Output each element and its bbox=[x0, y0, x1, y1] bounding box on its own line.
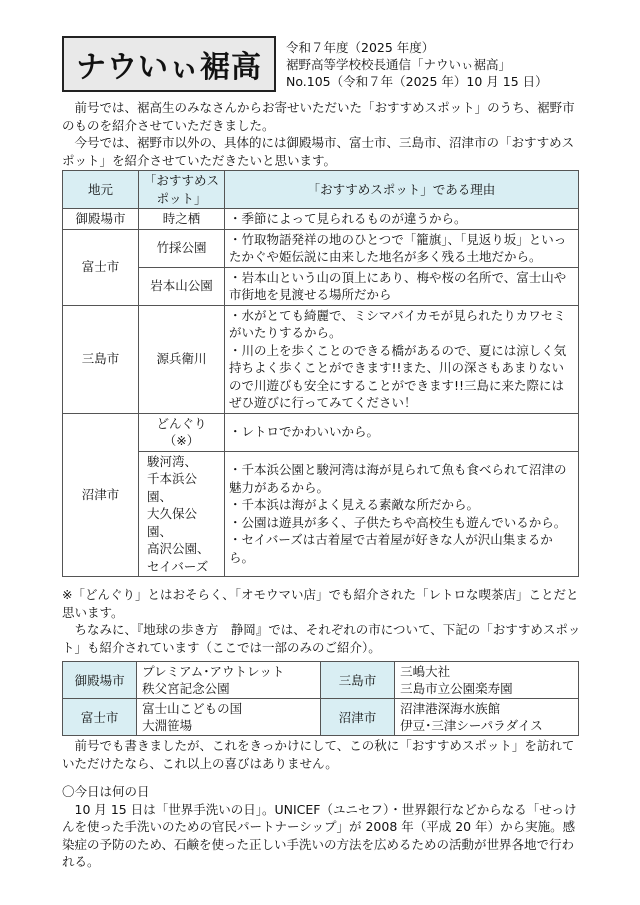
spot-name: 秩父宮記念公園 bbox=[142, 681, 230, 696]
intro-section bbox=[62, 99, 582, 169]
reason-text: ・岩本山という山の頂上にあり、梅や桜の名所で、富士山や市街地を見渡せる場所だから bbox=[229, 269, 567, 302]
table-row bbox=[63, 699, 579, 736]
spot-cell bbox=[139, 451, 225, 577]
spot-line: セイバーズ bbox=[147, 558, 209, 574]
spot-cell: 時之栖 bbox=[139, 209, 225, 230]
city-cell: 富士市 bbox=[63, 229, 139, 305]
reason-text: ・水がとても綺麗で、ミシマバイカモが見られたりカワセミがいたりするから。 bbox=[229, 307, 566, 340]
reason-text: ・公園は遊具が多く、子供たちや高校生も遊んでいるから。 bbox=[229, 514, 567, 530]
reason-text: ・レトロでかわいいから。 bbox=[229, 424, 380, 440]
newsletter-header bbox=[62, 36, 577, 94]
header-spot bbox=[139, 171, 225, 209]
reason-text: ・川の上を歩くことのできる橋があるので、夏には涼しく気持ちよく歩くことができます!!また、川の深さもあまりないので川遊びも安全にすることができます!!三島に来た際にはぜひ遊びに行ってみてください！ bbox=[229, 342, 567, 410]
spot-name: 大淵笹場 bbox=[142, 718, 193, 733]
table-row bbox=[63, 229, 579, 267]
reason-text: ・季節によって見られるものが違うから。 bbox=[229, 211, 467, 226]
spot-cell: 源兵衛川 bbox=[139, 305, 225, 413]
spot-name: 富士山こどもの国 bbox=[142, 701, 243, 716]
reason-cell bbox=[225, 305, 579, 413]
table-row bbox=[63, 209, 579, 230]
reason-text: ・竹取物語発祥の地のひとつで「籠旗」、「見返り坂」といったかぐや姫伝説に由来した地名が多く残る土地だから。 bbox=[229, 231, 567, 264]
header-reason: 「おすすめスポット」である理由 bbox=[225, 171, 579, 209]
spot-list bbox=[137, 699, 321, 736]
spot-cell: 岩本山公園 bbox=[139, 267, 225, 305]
spot-line: 高沢公園、 bbox=[147, 541, 210, 556]
city-label: 沼津市 bbox=[320, 699, 394, 736]
reason-cell bbox=[225, 451, 579, 577]
table-row bbox=[63, 305, 579, 413]
issue-number-date: No.105（令和７年（2025 年）10 月 15 日） bbox=[286, 74, 548, 89]
city-cell: 沼津市 bbox=[63, 413, 139, 577]
reason-cell bbox=[225, 267, 579, 305]
spot-line: 千本浜公園、 bbox=[147, 471, 198, 504]
recommended-spots-table bbox=[62, 170, 579, 577]
today-heading: 〇今日は何の日 bbox=[62, 784, 150, 799]
table-header-row bbox=[63, 171, 579, 209]
closing-section bbox=[62, 737, 582, 772]
header-info bbox=[286, 39, 548, 90]
fiscal-year: 令和７年度（2025 年度） bbox=[286, 40, 435, 55]
spot-line: 大久保公園、 bbox=[147, 506, 198, 539]
closing-paragraph: 前号でも書きましたが、これをきっかけにして、この秋に「おすすめスポット」を訪れていただけたなら、これ以上の喜びはありません。 bbox=[62, 738, 575, 771]
city-label: 富士市 bbox=[63, 699, 137, 736]
guidebook-spots-table bbox=[62, 661, 579, 736]
reason-cell bbox=[225, 413, 579, 451]
spot-cell: 竹採公園 bbox=[139, 229, 225, 267]
spot-cell: どんぐり（※） bbox=[139, 413, 225, 451]
newsletter-title: ナウいぃ裾高 bbox=[76, 50, 262, 85]
footnote: ※「どんぐり」とはおそらく、「オモウマい店」でも紹介された「レトロな喫茶店」ことだと思います。 bbox=[62, 587, 579, 620]
table-row bbox=[63, 267, 579, 305]
city-label: 三島市 bbox=[320, 662, 394, 699]
reason-text: ・千本浜は海がよく見える素敵な所だから。 bbox=[229, 497, 480, 513]
table-row bbox=[63, 451, 579, 577]
city-cell: 御殿場市 bbox=[63, 209, 139, 230]
today-body: 10 月 15 日は「世界手洗いの日」。UNICEF（ユニセフ）・世界銀行などからなる「せっけんを使った手洗いのための官民パートナーシップ」が 2008 年（平成 20 年）から実施。感染症の予防のため、石鹸を使った正しい手洗いの方法を広めるための活動が世界各地で行われる。 bbox=[62, 801, 577, 869]
intro-paragraph: 今号では、裾野市以外の、具体的には御殿場市、富士市、三島市、沼津市の「おすすめスポット」を紹介させていただきたいと思います。 bbox=[62, 135, 575, 168]
intro-paragraph: 前号では、裾高生のみなさんからお寄せいただいた「おすすめスポット」のうち、裾野市のものを紹介させていただきました。 bbox=[62, 100, 575, 133]
spot-name: 伊豆･三津シーパラダイス bbox=[400, 718, 543, 733]
table-row bbox=[63, 662, 579, 699]
spot-list bbox=[137, 662, 321, 699]
title-box bbox=[62, 36, 276, 92]
spot-list bbox=[395, 662, 579, 699]
reason-cell bbox=[225, 229, 579, 267]
header-hometown: 地元 bbox=[63, 171, 139, 209]
city-cell: 三島市 bbox=[63, 305, 139, 413]
spot-name: プレミアム･アウトレット bbox=[142, 664, 285, 679]
header-spot-label: 「おすすめスポット」 bbox=[143, 173, 220, 206]
reason-text: ・千本浜公園と駿河湾は海が見られて魚も食べられて沼津の魅力があるから。 bbox=[229, 462, 567, 495]
spot-name: 沼津港深海水族館 bbox=[400, 701, 501, 716]
note-section bbox=[62, 586, 582, 656]
today-section bbox=[62, 783, 582, 871]
publication-name: 裾野高等学校校長通信「ナウいぃ裾高」 bbox=[286, 57, 512, 72]
spot-name: 三嶋大社 bbox=[400, 664, 451, 679]
spot-list bbox=[395, 699, 579, 736]
table-row bbox=[63, 413, 579, 451]
reason-cell bbox=[225, 209, 579, 230]
spot-name: 三島市立公園楽寿園 bbox=[400, 681, 513, 696]
guide-intro: ちなみに、『地球の歩き方 静岡』では、それぞれの市について、下記の「おすすめスポット」も紹介されています（ここでは一部のみのご紹介）。 bbox=[62, 622, 581, 655]
city-label: 御殿場市 bbox=[63, 662, 137, 699]
reason-text: ・セイバーズは古着屋で古着屋が好きな人が沢山集まるから。 bbox=[229, 532, 553, 565]
spot-line: 駿河湾、 bbox=[147, 453, 198, 469]
